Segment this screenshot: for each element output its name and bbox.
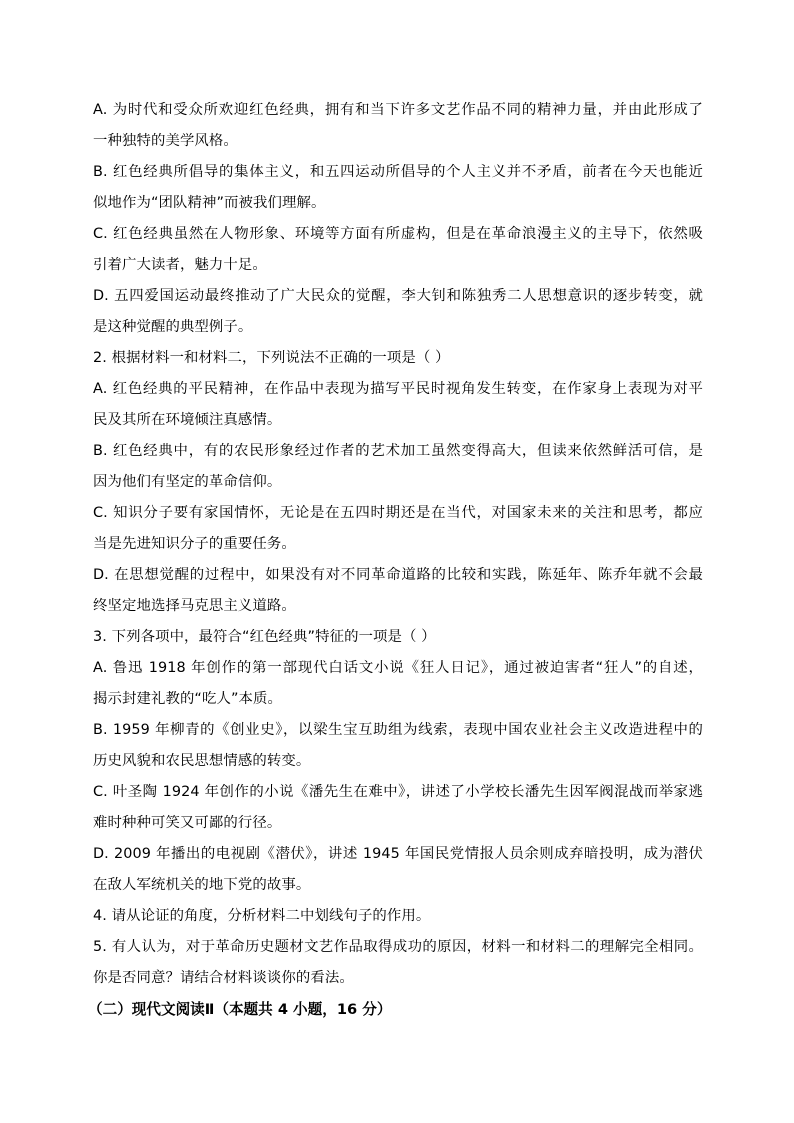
- option-2d-line-2: 终坚定地选择马克思主义道路。: [93, 598, 296, 614]
- question-4-stem: 4. 请从论证的角度，分析材料二中划线句子的作用。: [93, 908, 431, 924]
- option-3a-line-2: 揭示封建礼教的“吃人”本质。: [93, 691, 282, 707]
- option-1c-line-1: C. 红色经典虽然在人物形象、环境等方面有所虚构，但是在革命浪漫主义的主导下，依然吸: [93, 226, 703, 242]
- option-3d-line-2: 在敌人军统机关的地下党的故事。: [93, 877, 311, 893]
- question-5-line-1: 5. 有人认为，对于革命历史题材文艺作品取得成功的原因，材料一和材料二的理解完全相同。: [93, 939, 703, 955]
- option-1a-line-2: 一种独特的美学风格。: [93, 133, 238, 149]
- option-3d-line-1: D. 2009 年播出的电视剧《潜伏》，讲述 1945 年国民党情报人员余则成弃暗投明，成为潜伏: [93, 846, 703, 862]
- option-2b-line-2: 因为他们有坚定的革命信仰。: [93, 474, 282, 490]
- option-1c-line-2: 引着广大读者，魅力十足。: [93, 257, 267, 273]
- section-title: （二）现代文阅读Ⅱ（本题共 4 小题，16 分）: [88, 1001, 392, 1018]
- question-2-stem: 2. 根据材料一和材料二，下列说法不正确的一项是（ ）: [93, 350, 450, 366]
- option-2c-line-1: C. 知识分子要有家国情怀，无论是在五四时期还是在当代，对国家未来的关注和思考，都应: [93, 505, 703, 521]
- question-3-stem: 3. 下列各项中，最符合“红色经典”特征的一项是（ ）: [93, 629, 436, 645]
- option-1d-line-1: D. 五四爱国运动最终推动了广大民众的觉醒，李大钊和陈独秀二人思想意识的逐步转变，就: [93, 288, 703, 304]
- option-1b-line-2: 似地作为“团队精神”而被我们理解。: [93, 195, 326, 211]
- option-1a-line-1: A. 为时代和受众所欢迎红色经典，拥有和当下许多文艺作品不同的精神力量，并由此形成了: [93, 102, 703, 118]
- option-1b-line-1: B. 红色经典所倡导的集体主义，和五四运动所倡导的个人主义并不矛盾，前者在今天也能近: [93, 164, 703, 180]
- question-5-line-2: 你是否同意？请结合材料谈谈你的看法。: [93, 970, 354, 986]
- option-3c-line-2: 难时种种可笑又可鄙的行径。: [93, 815, 282, 831]
- option-2d-line-1: D. 在思想觉醒的过程中，如果没有对不同革命道路的比较和实践，陈延年、陈乔年就不会最: [93, 567, 703, 583]
- option-3a-line-1: A. 鲁迅 1918 年创作的第一部现代白话文小说《狂人日记》，通过被迫害者“狂人”的自述，: [93, 660, 703, 676]
- option-3b-line-2: 历史风貌和农民思想情感的转变。: [93, 753, 311, 769]
- option-2b-line-1: B. 红色经典中，有的农民形象经过作者的艺术加工虽然变得高大，但读来依然鲜活可信，是: [93, 443, 703, 459]
- option-2a-line-1: A. 红色经典的平民精神，在作品中表现为描写平民时视角发生转变，在作家身上表现为对平: [93, 381, 703, 397]
- option-3c-line-1: C. 叶圣陶 1924 年创作的小说《潘先生在难中》，讲述了小学校长潘先生因军阀混战而举家逃: [93, 784, 703, 800]
- option-1d-line-2: 是这种觉醒的典型例子。: [93, 319, 253, 335]
- option-3b-line-1: B. 1959 年柳青的《创业史》，以梁生宝互助组为线索，表现中国农业社会主义改造进程中的: [93, 722, 703, 738]
- option-2c-line-2: 当是先进知识分子的重要任务。: [93, 536, 296, 552]
- option-2a-line-2: 民及其所在环境倾注真感情。: [93, 412, 282, 428]
